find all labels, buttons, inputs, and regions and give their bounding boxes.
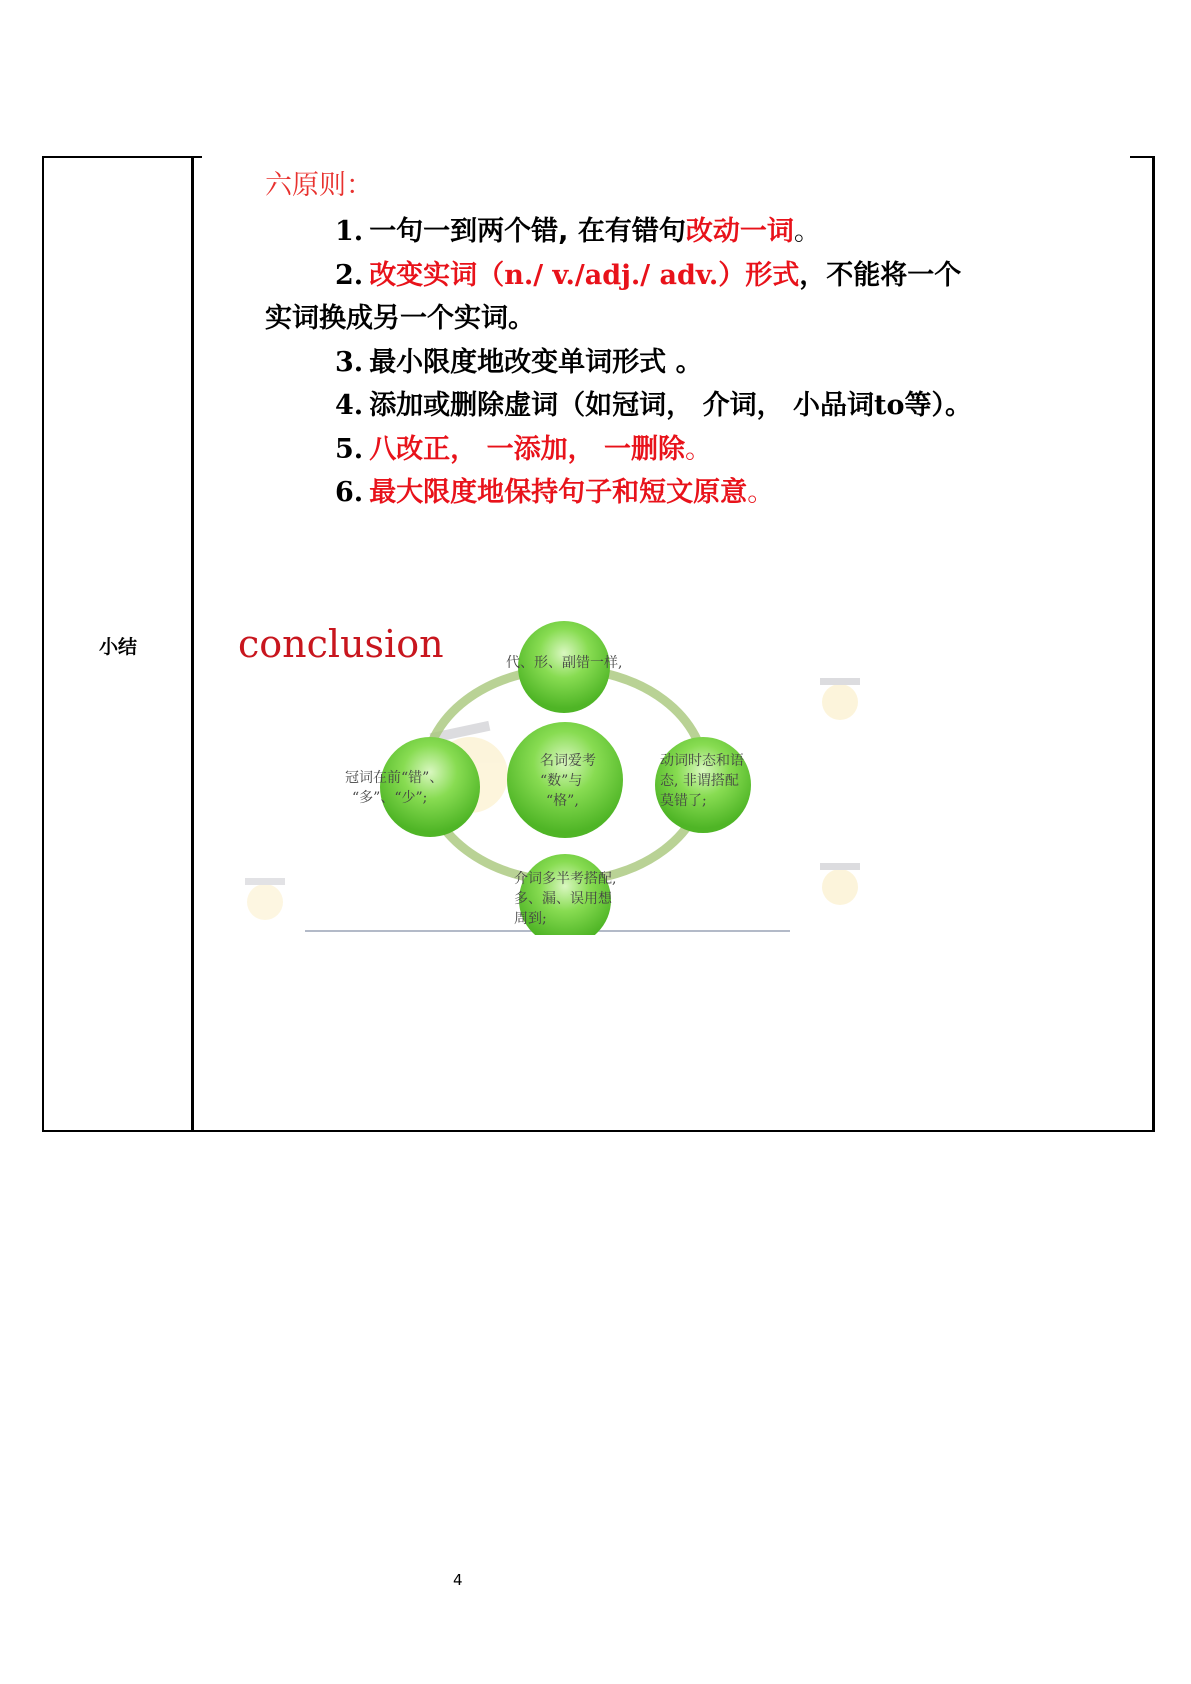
mascot-watermark-icon — [235, 870, 295, 930]
rules-heading: 六原则： — [265, 170, 373, 201]
node-text-right: 态, 非谓搭配 — [660, 773, 739, 789]
conclusion-diagram — [300, 615, 800, 935]
rule-punct: 。 — [793, 216, 821, 247]
rule-punct: 。 — [747, 477, 775, 508]
rule-5 — [265, 428, 1125, 472]
node-text-right: 动词时态和语 — [660, 753, 744, 769]
rule-text: 添加或删除虚词（如冠词， 介词， 小品词 — [369, 390, 874, 421]
rule-highlight: 最大限度地保持句子和短文原意 — [369, 477, 748, 508]
mascot-watermark-icon — [810, 670, 870, 730]
rule-number: 5. — [335, 433, 364, 465]
rule-highlight: ）形式 — [718, 259, 800, 291]
rule-1 — [265, 210, 1125, 254]
node-text-top: 代、形、副错一样, — [506, 655, 623, 671]
rule-number: 1. — [335, 216, 364, 247]
node-text-center: 名词爱考 — [540, 753, 596, 769]
rule-2-continuation — [265, 297, 1125, 341]
rule-highlight-pos: n./ v./adj./ adv. — [504, 259, 719, 291]
conclusion-title: conclusion — [238, 622, 444, 666]
rule-number: 2. — [335, 259, 364, 291]
table-right-border — [1152, 156, 1155, 1132]
rule-highlight: 八改正， 一添加， 一删除 — [369, 433, 685, 465]
rule-text: 等）。 — [904, 390, 972, 421]
node-text-left: 冠词在前“错”、 — [345, 770, 444, 786]
rule-text: ，不能将一个 — [799, 259, 962, 291]
node-text-left: “多”、“少”; — [352, 790, 428, 806]
rule-text: 最小限度地改变单词形式 。 — [369, 346, 703, 378]
rule-text: 实词换成另一个实词。 — [265, 303, 535, 334]
rules-block — [265, 170, 1125, 515]
cycle-diagram — [300, 615, 800, 935]
node-text-center: “数”与 — [540, 773, 583, 789]
node-text-bottom: 介词多半考搭配, — [514, 871, 617, 887]
table-top-border-left — [42, 156, 202, 158]
rule-2 — [265, 254, 1125, 298]
rule-number: 3. — [335, 346, 364, 378]
node-text-center: “格”, — [546, 793, 579, 809]
node-ball-left — [380, 737, 480, 837]
rule-3 — [265, 341, 1125, 385]
rule-4 — [265, 384, 1125, 428]
rule-6 — [265, 471, 1125, 515]
rule-number: 6. — [335, 477, 364, 508]
page-number: 4 — [453, 1571, 463, 1589]
node-text-bottom: 周到; — [514, 911, 547, 927]
node-text-right: 莫错了; — [660, 793, 707, 809]
row-label: 小结 — [98, 636, 137, 658]
rule-text: 一句一到两个错, 在有错句 — [369, 216, 686, 247]
rule-highlight: 改动一词 — [685, 216, 794, 247]
rule-punct: 。 — [685, 433, 712, 465]
mascot-watermark-icon — [810, 855, 870, 915]
rule-highlight: 改变实词（ — [369, 259, 505, 291]
rule-text-to: to — [874, 390, 905, 421]
node-text-bottom: 多、漏、误用想 — [514, 891, 612, 907]
table-top-border-right — [1130, 156, 1155, 158]
table-bottom-border — [42, 1130, 1155, 1132]
rule-number: 4. — [335, 390, 364, 421]
